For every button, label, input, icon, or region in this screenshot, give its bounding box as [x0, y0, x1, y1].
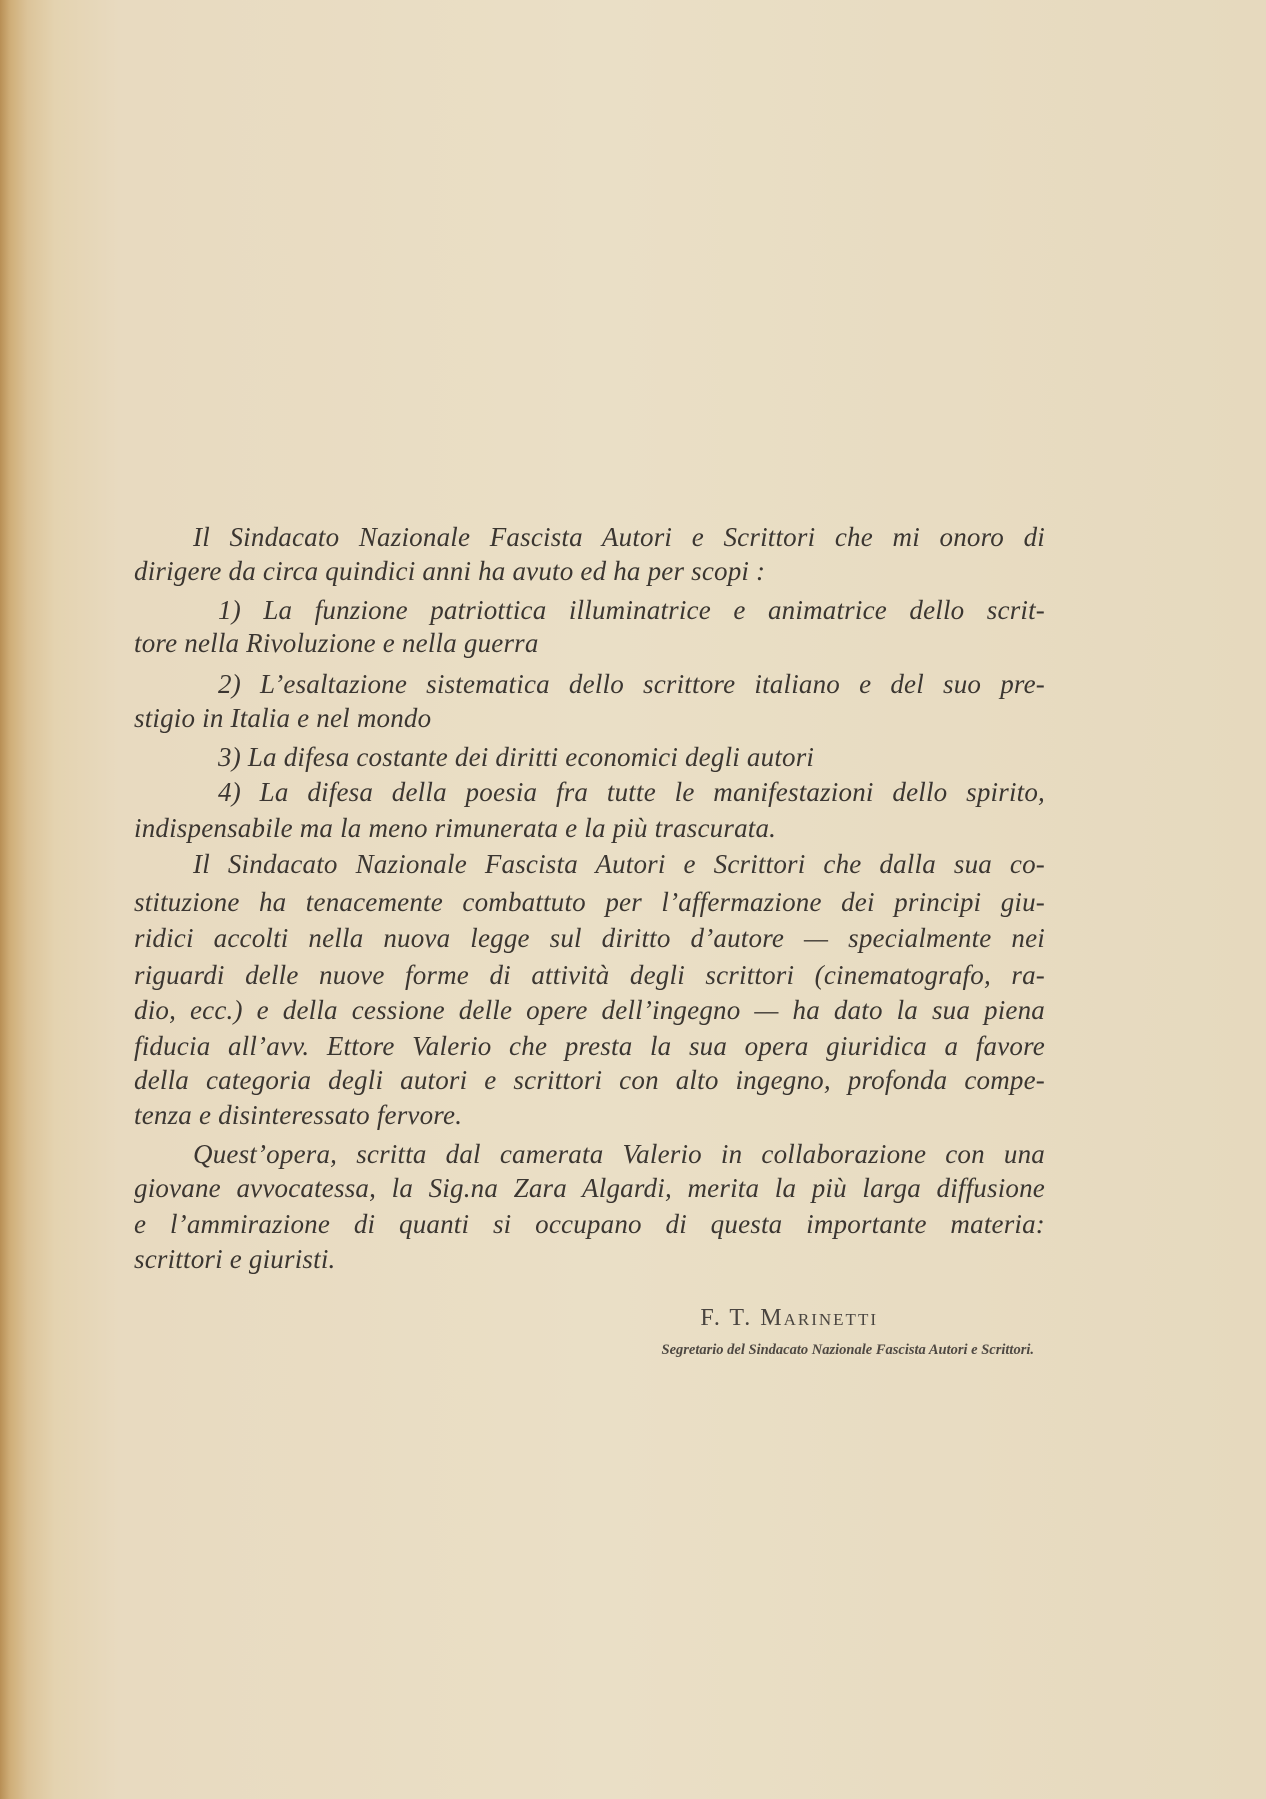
- text-line: ridici accolti nella nuova legge sul diritto d’autore — specialmente nei: [134, 923, 1045, 953]
- text-line: scrittori e giuristi.: [134, 1244, 336, 1274]
- text-line: Il Sindacato Nazionale Fascista Autori e Scrittori che dalla sua co-: [193, 849, 1045, 879]
- text-line: dio, ecc.) e della cessione delle opere dell’ingegno — ha dato la sua piena: [134, 995, 1045, 1025]
- text-line: 4) La difesa della poesia fra tutte le manifestazioni dello spirito,: [218, 777, 1045, 807]
- text-line: 1) La funzione patriottica illuminatrice e animatrice dello scrit-: [218, 595, 1045, 625]
- text-line: tenza e disinteressato fervore.: [134, 1100, 463, 1130]
- text-line: riguardi delle nuove forme di attività degli scrittori (cinematografo, ra-: [134, 960, 1045, 990]
- signature-name: F. T. Marinetti: [700, 1305, 878, 1331]
- text-line: tore nella Rivoluzione e nella guerra: [134, 628, 539, 658]
- signature-title: Segretario del Sindacato Nazionale Fascista Autori e Scrittori.: [661, 1342, 1034, 1358]
- text-line: Quest’opera, scritta dal camerata Valerio in collaborazione con una: [193, 1139, 1045, 1169]
- text-line: giovane avvocatessa, la Sig.na Zara Algardi, merita la più larga diffusione: [134, 1173, 1045, 1203]
- text-line: dirigere da circa quindici anni ha avuto ed ha per scopi :: [134, 556, 766, 586]
- text-line: 2) L’esaltazione sistematica dello scrittore italiano e del suo pre-: [218, 669, 1045, 699]
- text-line: stigio in Italia e nel mondo: [134, 703, 432, 733]
- text-line: indispensabile ma la meno rimunerata e la più trascurata.: [134, 813, 777, 843]
- text-line: 3) La difesa costante dei diritti economici degli autori: [218, 742, 815, 772]
- text-line: stituzione ha tenacemente combattuto per l’affermazione dei principi giu-: [134, 887, 1045, 917]
- text-line: fiducia all’avv. Ettore Valerio che presta la sua opera giuridica a favore: [134, 1031, 1045, 1061]
- text-line: della categoria degli autori e scrittori con alto ingegno, profonda compe-: [134, 1065, 1045, 1095]
- text-line: e l’ammirazione di quanti si occupano di questa importante materia:: [134, 1209, 1045, 1239]
- text-line: Il Sindacato Nazionale Fascista Autori e Scrittori che mi onoro di: [193, 522, 1045, 552]
